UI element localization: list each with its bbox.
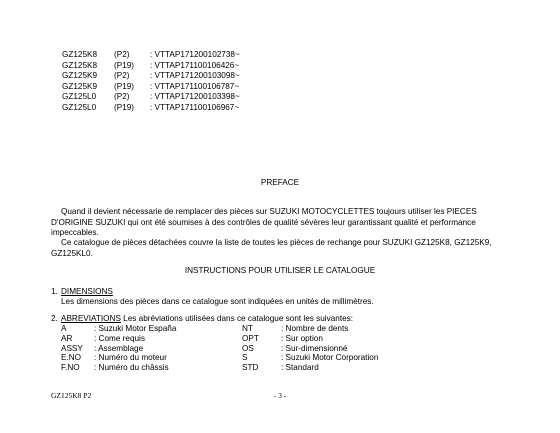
frame-number-row [62,92,240,103]
section-number: 2. [51,314,58,323]
preface-paragraph-2-text: Ce catalogue de pièces détachées couvre la liste de toutes les pièces de rechange pour SUZUKI GZ125K8, GZ125K9, GZ125KL0. [51,238,492,258]
section-number: 1. [51,287,58,296]
production-code: (P19) [114,102,135,112]
frame-number-row [62,82,240,93]
abbreviation: ASSY [61,343,83,353]
dimensions-text: Les dimensions des pièces dans ce catalogue sont indiquées en unités de millimètres. [61,297,374,306]
abbreviation: AR [61,333,73,343]
vin-start: : VTTAP171100106426~ [150,60,240,70]
abbreviation-table [61,324,378,373]
model-code: GZ125K8 [62,50,98,59]
abbreviation-definition: : Assemblage [94,343,144,353]
abbreviation: A [61,324,67,333]
preface-paragraph-1-text: Quand il devient nécessarie de remplacer des pièces sur SUZUKI MOTOCYCLETTES toujours utiliser les PIECES D'ORIGINE SUZUKI qui ont été soumises à des contrôles de qualité sévères leur garantissant qualité et performance impeccables. [51,207,477,238]
model-code: GZ125K9 [62,81,98,91]
preface-title: PREFACE [260,178,300,187]
section-title: DIMENSIONS [61,287,113,296]
page-number: - 3 - [273,391,287,400]
abbreviation-row [61,363,378,373]
abbreviation: NT [242,324,253,333]
abbreviation-row [61,324,378,334]
abbreviation: E.NO [61,353,82,363]
model-code: GZ125K9 [62,71,98,80]
vin-start: : VTTAP171100106967~ [150,102,240,112]
abbreviation-row [61,353,378,363]
model-code: GZ125L0 [62,102,97,112]
production-code: (P2) [114,50,130,59]
section-title: ABREVIATIONS [61,314,121,323]
production-code: (P2) [114,71,130,80]
abbreviation-definition: : Sur-dimensionné [281,343,348,353]
vin-start: : VTTAP171200103098~ [150,71,240,80]
abbreviation-row [61,334,378,344]
section-abbreviations-heading [51,314,353,325]
model-code: GZ125K8 [62,60,98,70]
abbreviation-definition: : Suzuki Motor España [94,324,177,333]
abbreviation-row [61,344,378,354]
abbreviation: F.NO [61,363,80,373]
preface-paragraph-2 [51,238,511,259]
abbreviation: OS [242,343,254,353]
production-code: (P19) [114,81,135,91]
vin-start: : VTTAP171200103398~ [150,92,240,101]
abbreviation: STD [242,363,259,373]
abbreviation-definition: : Suzuki Motor Corporation [281,353,379,363]
production-code: (P2) [114,92,130,101]
section-dimensions-heading [51,287,113,298]
frame-number-row [62,50,240,61]
abbreviation-definition: : Nombre de dents [281,324,349,333]
abbreviation-definition: : Come requis [94,333,145,343]
abbreviation-definition: : Numéro du châssis [94,363,169,373]
abbreviation-definition: : Sur option [281,333,323,343]
frame-number-row [62,61,240,72]
section-intro: Les abréviations utilisées dans ce catalogue sont les suivantes: [120,314,354,323]
abbreviation-definition: : Standard [281,363,319,373]
abbreviation: OPT [242,333,259,343]
footer-model-label: GZ125K8 P2 [51,391,92,400]
vin-start: : VTTAP171200102738~ [150,50,240,59]
frame-number-list [62,50,240,113]
model-code: GZ125L0 [62,92,97,101]
production-code: (P19) [114,60,135,70]
frame-number-row [62,103,240,114]
instructions-title: INSTRUCTIONS POUR UTILISER LE CATALOGUE [184,266,376,275]
abbreviation: S [242,353,248,363]
frame-number-row [62,71,240,82]
preface-paragraph-1 [51,207,511,239]
vin-start: : VTTAP171100106787~ [150,81,240,91]
abbreviation-definition: : Numéro du moteur [94,353,167,363]
